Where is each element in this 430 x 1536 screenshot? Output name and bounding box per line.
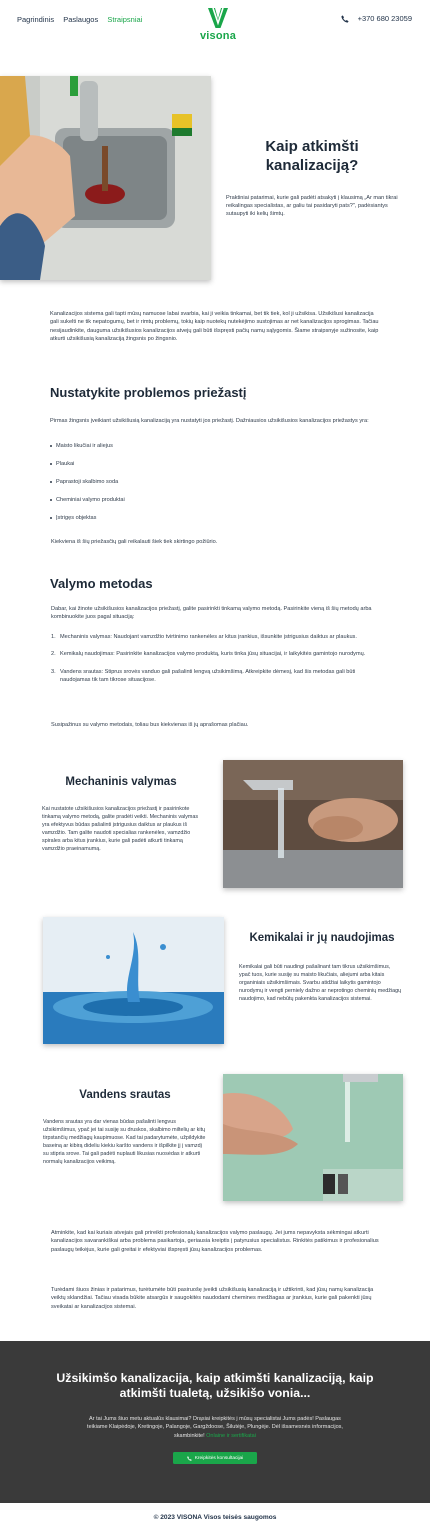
chemicals-heading: Kemikalai ir jų naudojimas bbox=[249, 932, 395, 944]
phone-number: +370 680 23059 bbox=[357, 14, 412, 23]
list-item: Įstrigęs objektas bbox=[50, 514, 125, 532]
causes-closing: Kiekviena iš šių priežasčių gali reikalauti šiek tiek skirtingo požiūrio. bbox=[51, 539, 218, 545]
list-number: 2. bbox=[51, 651, 56, 658]
chemicals-text: Kemikalai gali būti naudingi pašalinant tam tikrus užsikimšimus, ypač tuos, kurie susiję su maisto likučiais, aliejumi arba kitais organiniais užsikimšimais. Svarbu atidžiai laikytis gamintojo nurodymų ir vengti perniely dažno ar neprotingo cheminių medžiagų naudojimo, kad nebūtų pakenkta kanalizacijos sistemai. bbox=[239, 964, 402, 1003]
list-item: Cheminiai valymo produktai bbox=[50, 496, 125, 514]
list-number: 3. bbox=[51, 668, 56, 675]
cta-text-body: Ar tai Jums šiuo metu aktualūs klausimai? Drąsiai kreipkitės į mūsų specialistai Jums padės! Paslaugas teikiame Klaipėdoje, Kretingoje, Palangoje, Gargždoose, Šilutėje, Plungėje. Dėl išsamesnės informacijos, skambinkite! bbox=[87, 1416, 343, 1439]
hands-faucet-image bbox=[223, 1074, 403, 1201]
water-heading: Vandens srautas bbox=[79, 1089, 171, 1101]
footer-copyright: © 2023 VISONA Visos teisės saugomos bbox=[153, 1514, 277, 1521]
list-item: Plaukai bbox=[50, 460, 125, 478]
outro-paragraph-1: Atminkite, kad kai kuriais atvejais gali prireikti profesionalų kanalizacijos valymo paslaugų. Jei jums nepavyksta sėkmingai atkurti kanalizacijos savarankiškai arba problema pasikartoja, geriausia kreiptis į patyrusius specialistus. Rinkitės patikimus ir profesionalius paslaugų teikėjus, kurie gali greitai ir efektyviai išspręsti jūsų kanalizacijos problemas. bbox=[51, 1230, 379, 1253]
methods-closing: Susipažinus su valymo metodais, toliau bus kiekvienas iš jų aprašomas plačiau. bbox=[51, 722, 249, 728]
cta-section bbox=[0, 1341, 430, 1503]
list-text: Mechaninis valymas: Naudojant vamzdžio tvirtinimo rankenėles ar kitus įrankius, išsunkite įstrigusius daiktus ar plaukus. bbox=[60, 634, 357, 640]
logo[interactable] bbox=[193, 7, 243, 42]
header-phone[interactable] bbox=[341, 14, 412, 23]
cta-title: Užsikimšo kanalizacija, kaip atkimšti kanalizaciją, kaip atkimšti tualetą, užsikišo vonia... bbox=[56, 1371, 374, 1400]
certificates-link[interactable]: Onlaine ir sertifikatai bbox=[206, 1432, 256, 1439]
methods-heading: Valymo metodas bbox=[50, 576, 153, 591]
list-item bbox=[51, 668, 381, 685]
nav-item-home[interactable]: Pagrindinis bbox=[17, 15, 55, 24]
main-nav bbox=[17, 15, 149, 24]
methods-lead: Dabar, kai žinote užsikišusios kanalizacijos priežastį, galite pasirinkti tinkamą valymo metodą. Pasirinkite vieną iš šių metodų arba kombinuokite juos pagal situaciją: bbox=[51, 606, 372, 621]
intro-paragraph: Kanalizacijos sistema gali tapti mūsų namuose labai svarbia, kai ji veikia tinkamai, bet tik tiek, kol ji užsikisa. Užsikišusi kanalizacija gali sukelti ne tik nepatogumų, bet ir rimtų problemų, tokių kaip nuotekų nutekėjimo sustojimas ar net kanalizacijos sprogimas. Tačiau nesijaudinkite, dauguma užsikišusios kanalizacijos atvejų gali būti išspręsti pačių namų sąlygomis. Šiame straipsnyje sužinosite, kaip atkurti užsikišusią kanalizaciją žingsnis po žingsnio. bbox=[50, 311, 379, 342]
nav-item-services[interactable]: Paslaugos bbox=[63, 15, 99, 24]
list-item: Paprastoji skalbimo soda bbox=[50, 478, 125, 496]
logo-text: visona bbox=[199, 30, 237, 42]
mechanical-heading: Mechaninis valymas bbox=[65, 776, 177, 788]
list-item bbox=[51, 650, 381, 658]
list-text: Vandens srautas: Stiprus srovės vanduo gali pašalinti lengvą užsikimšimą. Atkreipkite dėmesį, kad šis metodas gali būti naudojamas tik tam tikrose situacijose. bbox=[60, 668, 356, 683]
water-splash-image bbox=[43, 917, 224, 1044]
list-item bbox=[51, 633, 381, 641]
phone-icon bbox=[341, 15, 349, 23]
site-header bbox=[0, 0, 430, 52]
hero-image-plunger-sink bbox=[0, 76, 211, 280]
methods-list bbox=[51, 633, 381, 693]
nav-item-articles[interactable]: Straipsniai bbox=[107, 15, 143, 24]
causes-list bbox=[50, 442, 125, 532]
phone-icon bbox=[187, 1456, 192, 1461]
consultation-button[interactable] bbox=[173, 1452, 257, 1464]
mechanical-text: Kai nustatote užsikišusios kanalizacijos priežastį ir pasirinkote tinkamą valymo metodą, galite pradėti veikti. Mechaninis valymas yra efektyvus būdas pašalinti įstrigusius daiktus ar plaukus iš vamzdžio. Tam galite naudoti specialias rankenėles, vamzdžio spirales arba kitus įrankius, kurie gali padėti atkurti tinkamą vamzdžio praeinamumą. bbox=[42, 806, 199, 853]
causes-lead: Pirmas žingsnis įveikiant užsikišusią kanalizaciją yra nustatyti jos priežastį. Dažniausios užsikišusios kanalizacijos priežastys yra: bbox=[50, 418, 369, 424]
logo-v-icon bbox=[207, 7, 229, 29]
causes-heading: Nustatykite problemos priežastį bbox=[50, 385, 247, 400]
list-text: Kemikalų naudojimas: Pasirinkite kanalizacijos valymo produktą, kuris tinka jūsų situacijai, ir laikykitės gamintojo nurodymų. bbox=[60, 651, 366, 658]
hero-subtitle: Praktiniai patarimai, kurie gali padėti atsakyti į klausimą „Ar man tikrai reikalingas specialistas, ar galiu tai pasidaryti pats?", padėsiantys sutaupyti iki kelių šimtų. bbox=[226, 195, 398, 218]
page-title: Kaip atkimšti kanalizaciją? bbox=[265, 138, 359, 174]
consultation-button-label: Kreipkitės konsultacijai bbox=[194, 1455, 244, 1461]
cta-text bbox=[80, 1415, 350, 1440]
list-number: 1. bbox=[51, 634, 56, 640]
outro-paragraph-2: Turėdami šiuos žinias ir patarimus, turėtumėte būti pasiruošę įveikti užsikišusią kanalizaciją ir užtikrinti, kad jūsų namų kanalizacija veiktų sklandžiai. Tačiau visada būkite atsargūs ir saugokitės naudodami chemines medžiagas ar įrankius, kurie gali pakenkti jūsų sveikatai ar kanalizacijos sistemai. bbox=[51, 1287, 374, 1310]
list-item: Maisto likučiai ir aliejus bbox=[50, 442, 125, 460]
water-text: Vandens srautas yra dar vienas būdas pašalinti lengvus užsikimšimus, ypač jei tai susiję su druskos, skalbimo miltelių ar kitų tirpstančių medžiagų kaupimuose. Kad tai padarytumėte, užpildykite baseiną ar kibirą dideliu kiekiu karšto vandens ir išpilkite jį į vamzdį su stipria srove. Tai gali padėti nuplauti likusias nuosėdas ir atkurti normalų kanalizacijos veikimą. bbox=[43, 1119, 206, 1166]
hands-washing-image bbox=[223, 760, 403, 888]
